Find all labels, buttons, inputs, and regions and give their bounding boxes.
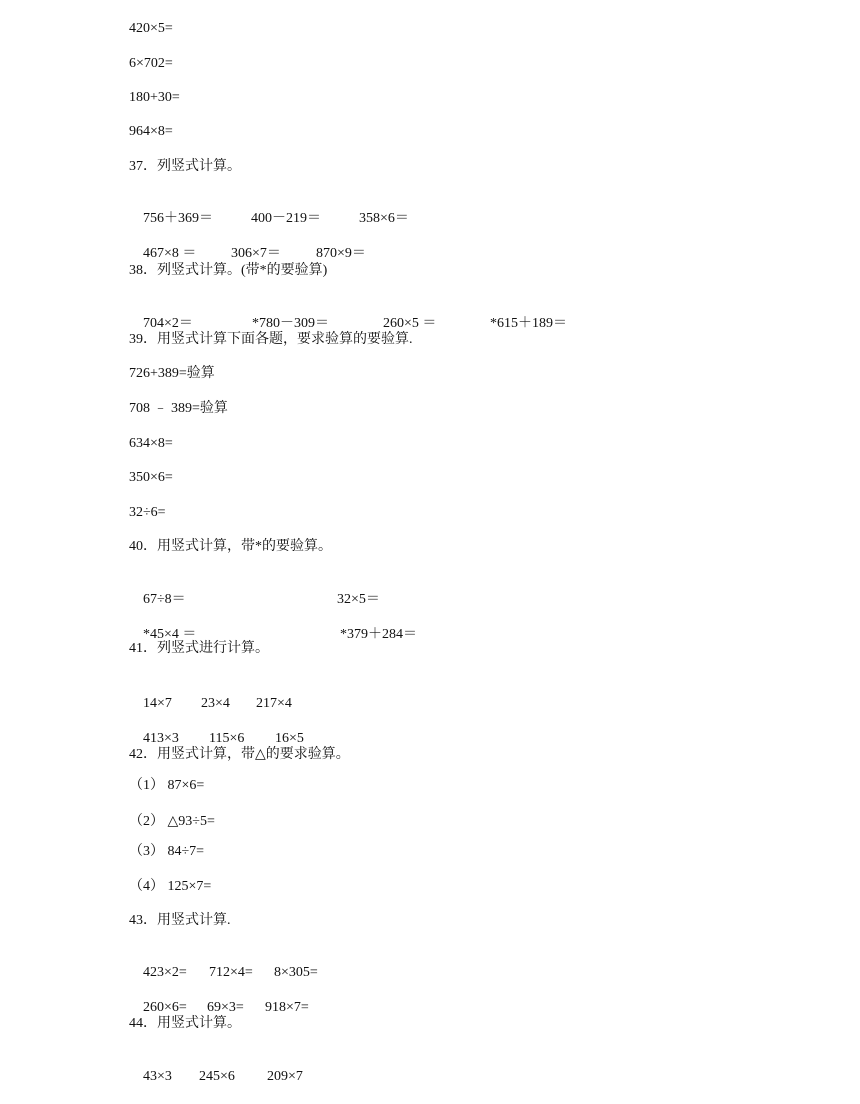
exercise-item: 260×5 ＝ xyxy=(383,316,437,331)
exercise-item: 67÷8＝ xyxy=(143,592,186,607)
exercise-item: 704×2＝ xyxy=(143,316,193,331)
exercise-item: *780－309＝ xyxy=(252,316,329,331)
exercise-item: 756＋369＝ xyxy=(143,211,213,226)
exercise-item: 413×3 xyxy=(143,731,179,746)
exercise-item: 115×6 xyxy=(209,731,245,746)
question-title-43: 43．用竖式计算. xyxy=(129,913,231,928)
exercise-item: 306×7＝ xyxy=(231,246,281,261)
exercise-item: 16×5 xyxy=(275,731,304,746)
exercise-line: 32÷6= xyxy=(129,505,166,520)
exercise-line: 6×702= xyxy=(129,56,173,71)
exercise-line: 420×5= xyxy=(129,21,173,36)
exercise-item: 43×3 xyxy=(143,1069,172,1084)
question-title-38: 38．列竖式计算。(带*的要验算) xyxy=(129,263,328,278)
exercise-item: 217×4 xyxy=(256,696,292,711)
exercise-item: 467×8 ＝ xyxy=(143,246,197,261)
exercise-item: 870×9＝ xyxy=(316,246,366,261)
question-title-39: 39．用竖式计算下面各题，要求验算的要验算. xyxy=(129,332,413,347)
exercise-item: 400－219＝ xyxy=(251,211,321,226)
exercise-line: 964×8= xyxy=(129,124,173,139)
exercise-item: *379＋284＝ xyxy=(340,627,417,642)
exercise-item: 260×6= xyxy=(143,1000,187,1015)
exercise-line: （1） 87×6= xyxy=(129,778,205,793)
exercise-line: 726+389=验算 xyxy=(129,366,215,381)
exercise-item: *45×4 ＝ xyxy=(143,627,197,642)
exercise-item: 423×2= xyxy=(143,965,187,980)
exercise-item: 14×7 xyxy=(143,696,172,711)
question-title-37: 37．列竖式计算。 xyxy=(129,159,241,174)
exercise-line: （4） 125×7= xyxy=(129,879,212,894)
exercise-item: *615＋189＝ xyxy=(490,316,567,331)
exercise-item: 209×7 xyxy=(267,1069,303,1084)
question-title-42: 42．用竖式计算，带△的要求验算。 xyxy=(129,747,350,762)
exercise-item: 69×3= xyxy=(207,1000,244,1015)
question-title-44: 44．用竖式计算。 xyxy=(129,1016,241,1031)
exercise-item: 918×7= xyxy=(265,1000,309,1015)
exercise-item: 358×6＝ xyxy=(359,211,409,226)
exercise-item: 23×4 xyxy=(201,696,230,711)
question-44-row-1 xyxy=(129,1050,303,1104)
exercise-line: （2） △93÷5= xyxy=(129,814,215,829)
exercise-line: 708 ﹣ 389=验算 xyxy=(129,401,228,416)
exercise-line: 180+30= xyxy=(129,90,180,105)
exercise-item: 32×5＝ xyxy=(337,592,380,607)
exercise-line: 350×6= xyxy=(129,470,173,485)
exercise-line: 634×8= xyxy=(129,436,173,451)
exercise-line: （3） 84÷7= xyxy=(129,844,205,859)
question-title-41: 41．列竖式进行计算。 xyxy=(129,641,269,656)
question-title-40: 40．用竖式计算，带*的要验算。 xyxy=(129,539,332,554)
exercise-item: 245×6 xyxy=(199,1069,235,1084)
exercise-item: 712×4= xyxy=(209,965,253,980)
exercise-item: 8×305= xyxy=(274,965,318,980)
